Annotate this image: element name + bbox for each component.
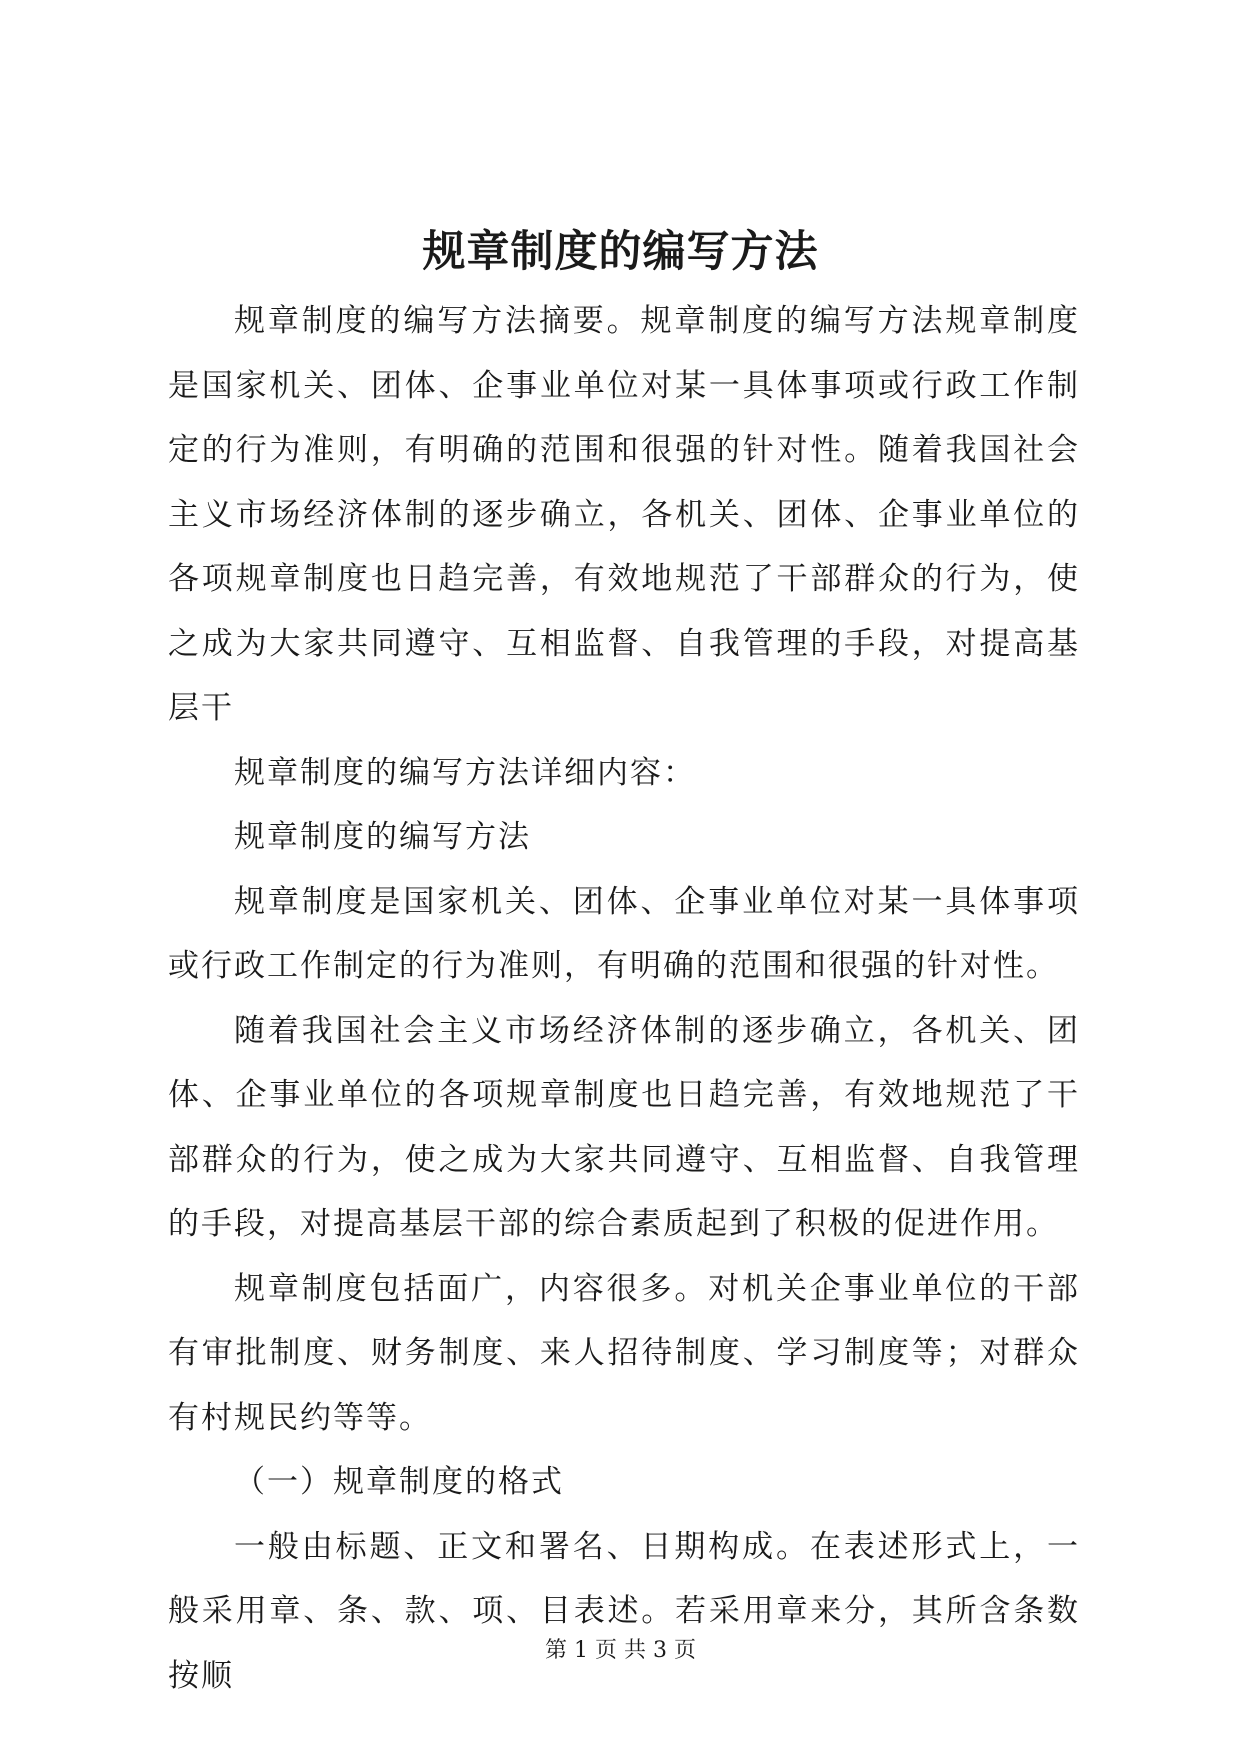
paragraph-format-body: 一般由标题、正文和署名、日期构成。在表述形式上，一般采用章、条、款、项、目表述。若采用章来分，其所含条数按顺: [168, 1528, 1080, 1694]
paragraph-scope: 规章制度包括面广，内容很多。对机关企事业单位的干部有审批制度、财务制度、来人招待制度、学习制度等；对群众有村规民约等等。: [168, 1270, 1080, 1436]
paragraph-detail-heading: 规章制度的编写方法详细内容：: [234, 754, 696, 791]
paragraph-development: 随着我国社会主义市场经济体制的逐步确立，各机关、团体、企事业单位的各项规章制度也日趋完善，有效地规范了干部群众的行为，使之成为大家共同遵守、互相监督、自我管理的手段，对提高基层干部的综合素质起到了积极的促进作用。: [168, 1012, 1080, 1242]
document-title: 规章制度的编写方法: [422, 227, 819, 277]
paragraph-summary: 规章制度的编写方法摘要。规章制度的编写方法规章制度是国家机关、团体、企事业单位对某一具体事项或行政工作制定的行为准则，有明确的范围和很强的针对性。随着我国社会主义市场经济体制的逐步确立，各机关、团体、企事业单位的各项规章制度也日趋完善，有效地规范了干部群众的行为，使之成为大家共同遵守、互相监督、自我管理的手段，对提高基层干: [168, 303, 1080, 726]
document-body: [168, 289, 1080, 1708]
paragraph-format-heading: （一）规章制度的格式: [234, 1464, 564, 1500]
page-footer: 第 1 页 共 3 页: [545, 1638, 696, 1663]
paragraph-section-title: 规章制度的编写方法: [234, 819, 531, 855]
paragraph-definition: 规章制度是国家机关、团体、企事业单位对某一具体事项或行政工作制定的行为准则，有明确的范围和很强的针对性。: [168, 883, 1080, 984]
